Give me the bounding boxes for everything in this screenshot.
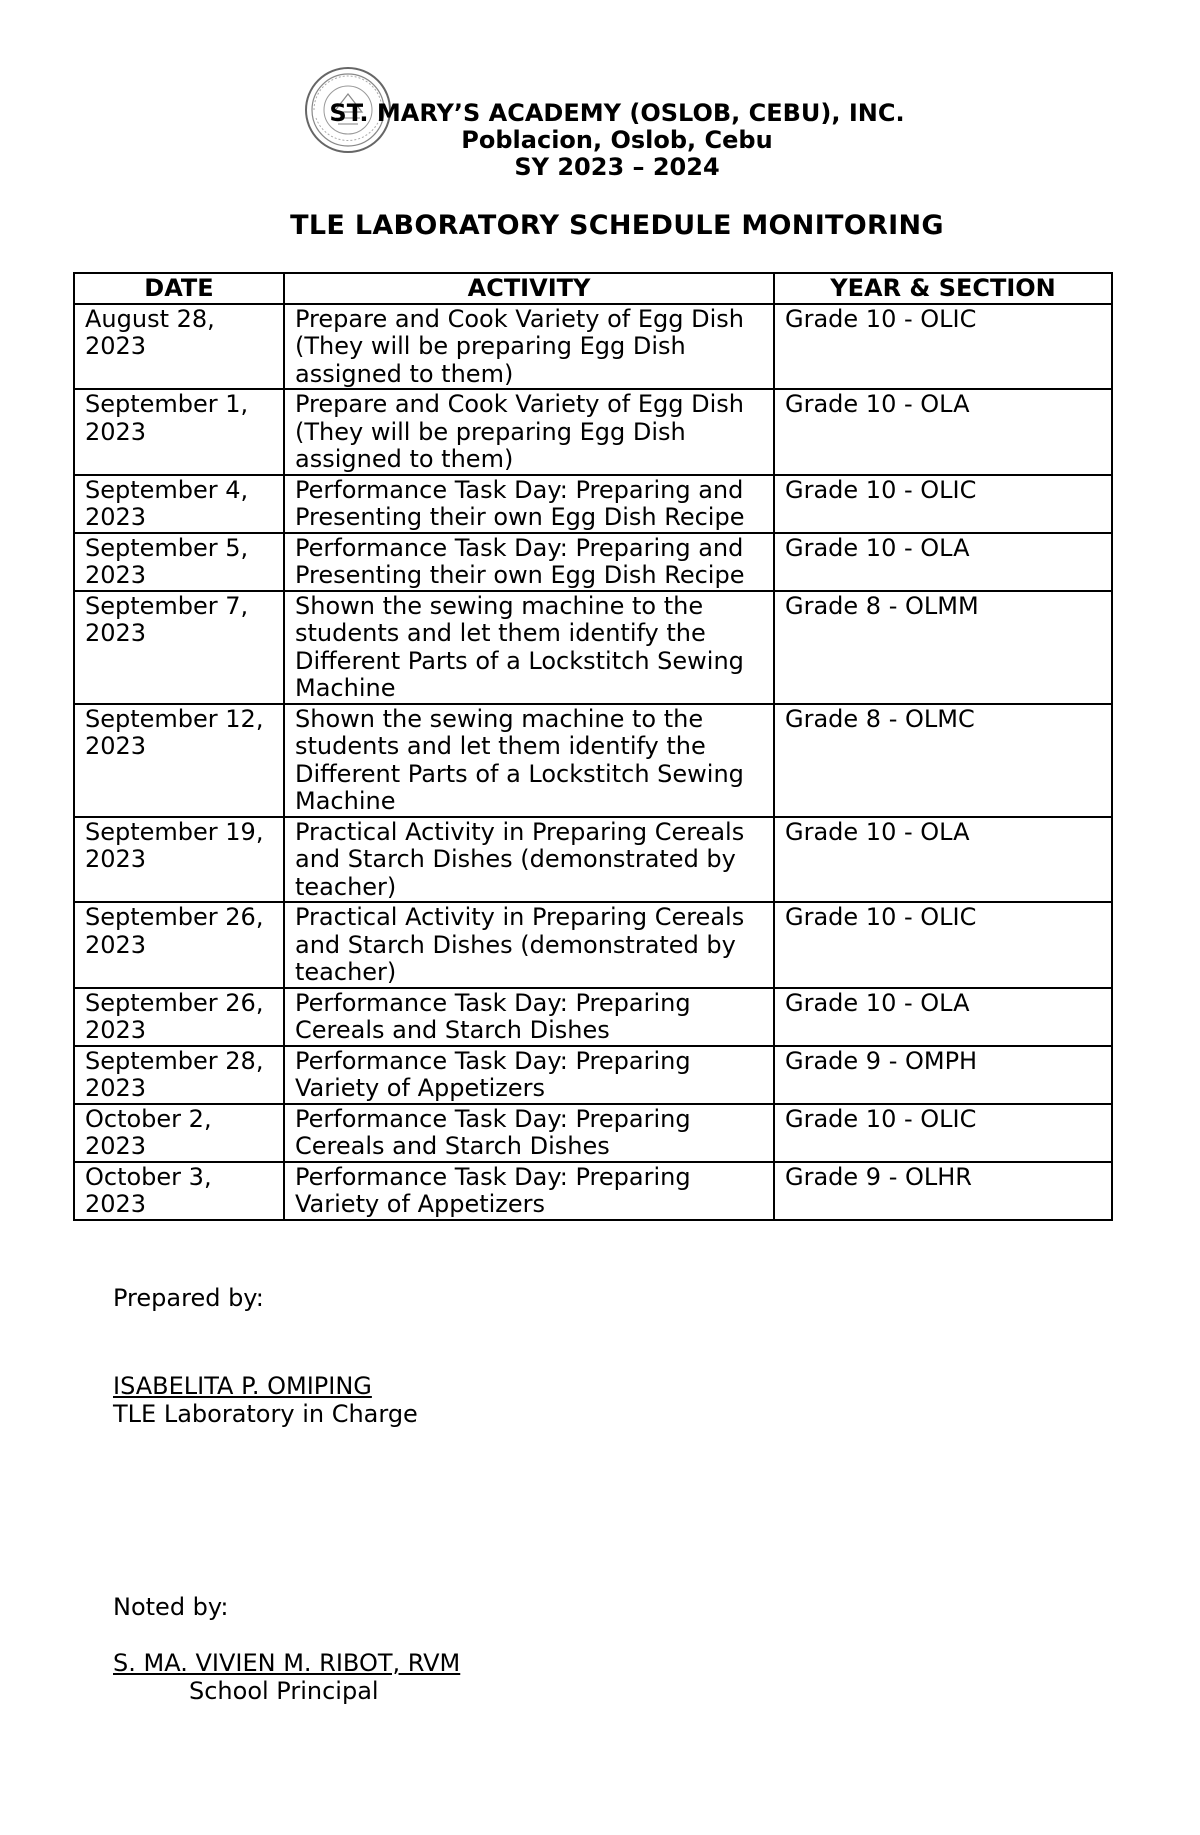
column-header-date: DATE: [74, 273, 284, 304]
cell-year-section: Grade 10 - OLA: [774, 817, 1112, 903]
cell-date: September 1, 2023: [74, 389, 284, 475]
table-row: [74, 304, 1112, 390]
prepared-by-name: ISABELITA P. OMIPING: [113, 1372, 372, 1400]
schedule-table: [73, 272, 1113, 1221]
cell-activity: Shown the sewing machine to the students and let them identify the Different Parts of a Lockstitch Sewing Machine: [284, 704, 774, 817]
cell-activity: Performance Task Day: Preparing Variety of Appetizers: [284, 1162, 774, 1220]
table-row: [74, 988, 1112, 1046]
cell-activity: Practical Activity in Preparing Cereals and Starch Dishes (demonstrated by teacher): [284, 817, 774, 903]
cell-activity: Prepare and Cook Variety of Egg Dish (They will be preparing Egg Dish assigned to them): [284, 304, 774, 390]
school-address: Poblacion, Oslob, Cebu: [461, 126, 773, 154]
table-row: [74, 389, 1112, 475]
cell-date: September 7, 2023: [74, 591, 284, 704]
cell-date: September 5, 2023: [74, 533, 284, 591]
cell-activity: Performance Task Day: Preparing and Presenting their own Egg Dish Recipe: [284, 533, 774, 591]
table-row: [74, 704, 1112, 817]
table-row: [74, 1162, 1112, 1220]
cell-activity: Performance Task Day: Preparing and Presenting their own Egg Dish Recipe: [284, 475, 774, 533]
cell-year-section: Grade 10 - OLIC: [774, 304, 1112, 390]
cell-date: September 26, 2023: [74, 988, 284, 1046]
cell-activity: Prepare and Cook Variety of Egg Dish (They will be preparing Egg Dish assigned to them): [284, 389, 774, 475]
column-header-year-section: YEAR & SECTION: [774, 273, 1112, 304]
table-row: [74, 1104, 1112, 1162]
table-row: [74, 533, 1112, 591]
table-row: [74, 475, 1112, 533]
document-header: [0, 100, 1200, 181]
document-title: TLE LABORATORY SCHEDULE MONITORING: [290, 210, 944, 241]
cell-year-section: Grade 8 - OLMC: [774, 704, 1112, 817]
cell-activity: Practical Activity in Preparing Cereals and Starch Dishes (demonstrated by teacher): [284, 902, 774, 988]
cell-date: September 28, 2023: [74, 1046, 284, 1104]
cell-year-section: Grade 8 - OLMM: [774, 591, 1112, 704]
cell-year-section: Grade 10 - OLIC: [774, 475, 1112, 533]
cell-date: September 26, 2023: [74, 902, 284, 988]
cell-year-section: Grade 10 - OLA: [774, 988, 1112, 1046]
cell-date: September 12, 2023: [74, 704, 284, 817]
cell-year-section: Grade 10 - OLA: [774, 533, 1112, 591]
cell-year-section: Grade 10 - OLIC: [774, 902, 1112, 988]
school-year: SY 2023 – 2024: [514, 153, 720, 181]
table-row: [74, 902, 1112, 988]
table-row: [74, 1046, 1112, 1104]
noted-by-position: School Principal: [189, 1677, 379, 1705]
cell-year-section: Grade 9 - OMPH: [774, 1046, 1112, 1104]
cell-date: October 2, 2023: [74, 1104, 284, 1162]
cell-activity: Performance Task Day: Preparing Cereals and Starch Dishes: [284, 1104, 774, 1162]
cell-date: September 4, 2023: [74, 475, 284, 533]
cell-date: September 19, 2023: [74, 817, 284, 903]
cell-activity: Performance Task Day: Preparing Cereals and Starch Dishes: [284, 988, 774, 1046]
prepared-by-label: Prepared by:: [113, 1284, 264, 1312]
column-header-activity: ACTIVITY: [284, 273, 774, 304]
table-row: [74, 817, 1112, 903]
prepared-by-position: TLE Laboratory in Charge: [113, 1400, 418, 1428]
table-header-row: [74, 273, 1112, 304]
cell-activity: Performance Task Day: Preparing Variety of Appetizers: [284, 1046, 774, 1104]
cell-date: October 3, 2023: [74, 1162, 284, 1220]
noted-by-name: S. MA. VIVIEN M. RIBOT, RVM: [113, 1649, 461, 1677]
cell-date: August 28, 2023: [74, 304, 284, 390]
cell-year-section: Grade 9 - OLHR: [774, 1162, 1112, 1220]
cell-year-section: Grade 10 - OLA: [774, 389, 1112, 475]
school-name: ST. MARY’S ACADEMY (OSLOB, CEBU), INC.: [329, 99, 905, 127]
noted-by-label: Noted by:: [113, 1593, 229, 1621]
cell-activity: Shown the sewing machine to the students and let them identify the Different Parts of a Lockstitch Sewing Machine: [284, 591, 774, 704]
cell-year-section: Grade 10 - OLIC: [774, 1104, 1112, 1162]
table-row: [74, 591, 1112, 704]
